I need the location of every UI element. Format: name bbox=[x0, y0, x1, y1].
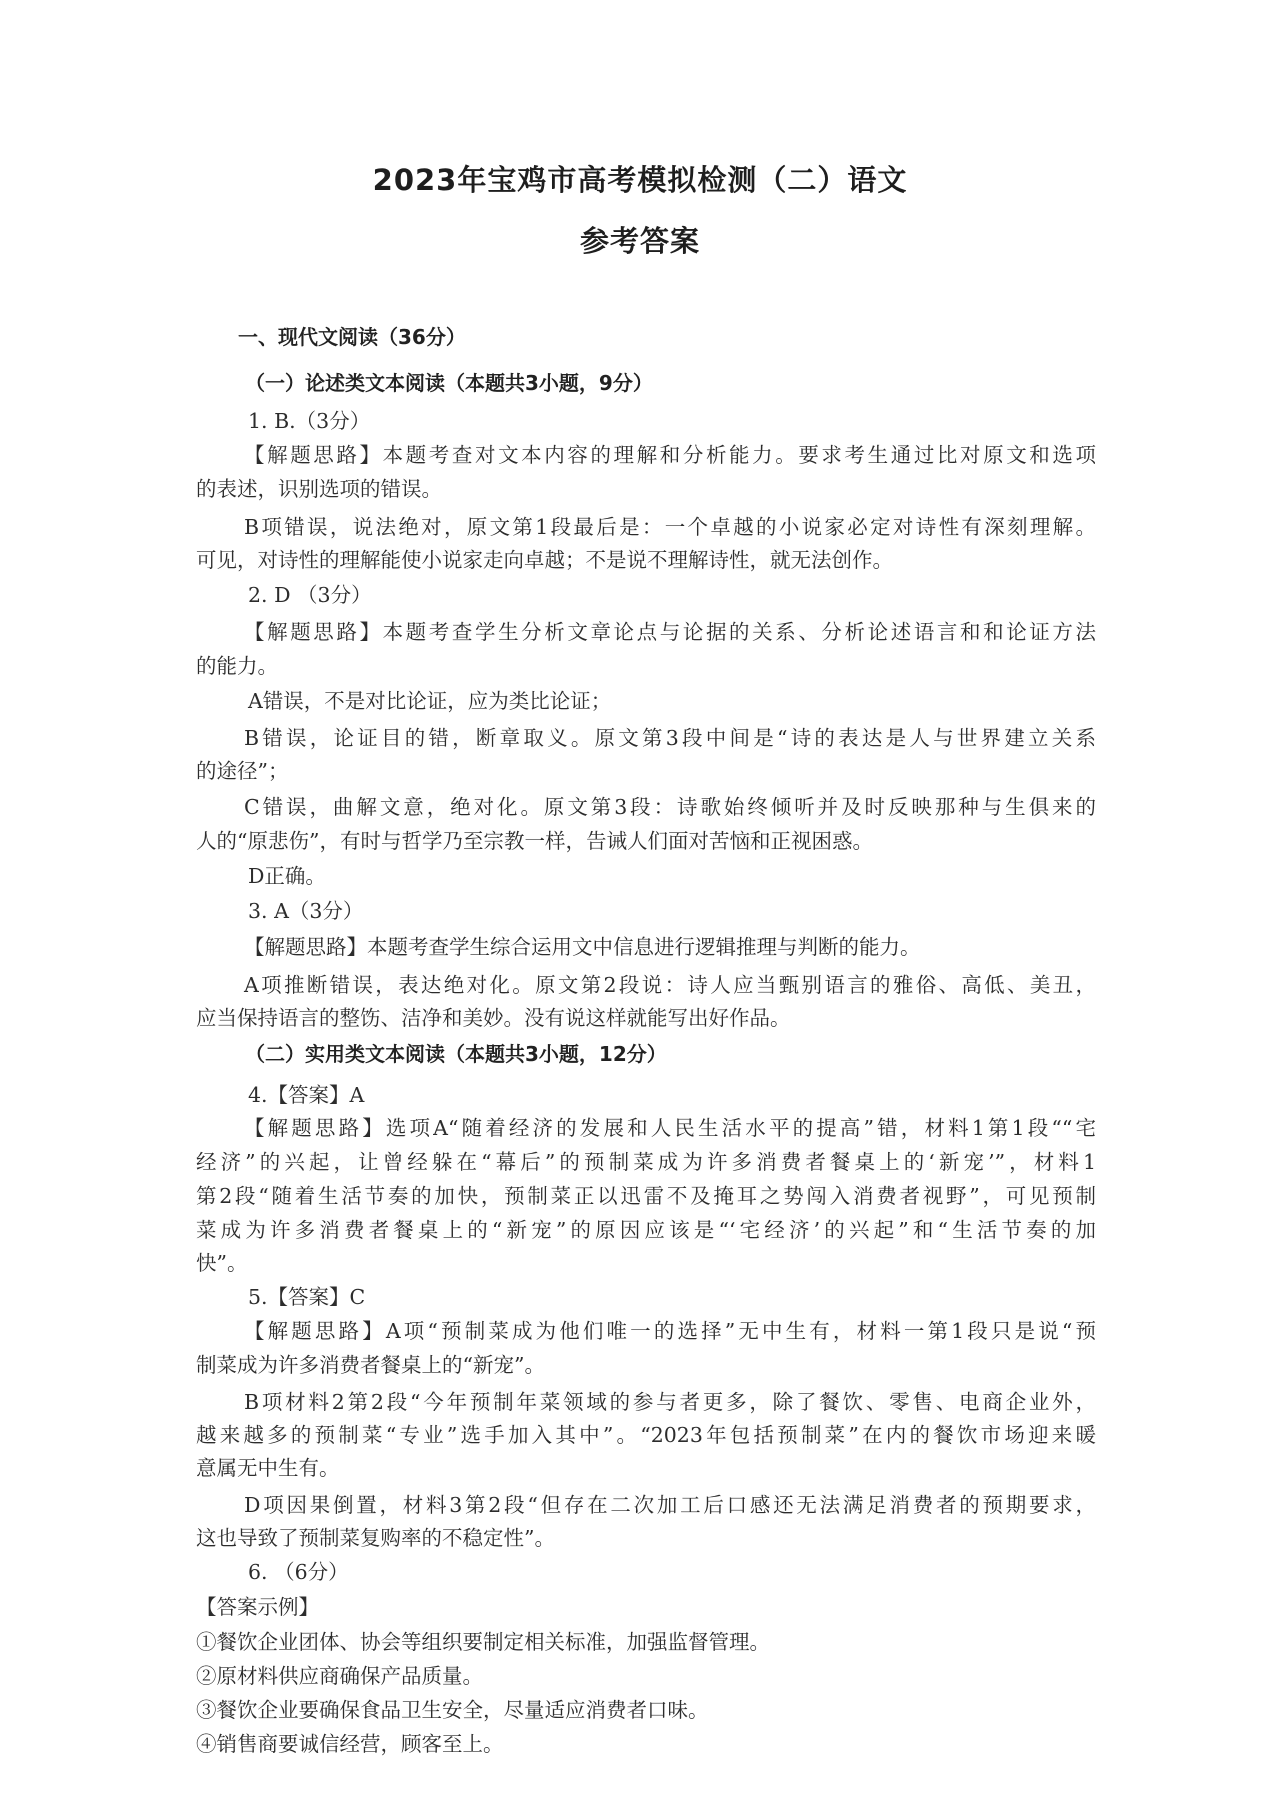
question-4-answer: 4.【答案】A bbox=[248, 1083, 365, 1107]
question-4-explanation-line: 第2段“随着生活节奏的加快，预制菜正以迅雷不及掩耳之势闯入消费者视野”，可见预制 bbox=[196, 1184, 1096, 1208]
question-6-answer-item: ③餐饮企业要确保食品卫生安全，尽量适应消费者口味。 bbox=[196, 1698, 709, 1722]
question-6-answer-item: ①餐饮企业团体、协会等组织要制定相关标准，加强监督管理。 bbox=[196, 1630, 770, 1654]
question-5-explanation-line: 意属无中生有。 bbox=[196, 1456, 340, 1480]
question-1-explanation-line: 的表述，识别选项的错误。 bbox=[196, 477, 442, 501]
document-title: 2023年宝鸡市高考模拟检测（二）语文 bbox=[372, 163, 908, 197]
question-1-answer: 1. B.（3分） bbox=[248, 409, 371, 433]
question-6-answer-item: ④销售商要诚信经营，顾客至上。 bbox=[196, 1732, 504, 1756]
question-3-explanation-line: A项推断错误，表达绝对化。原文第2段说：诗人应当甄别语言的雅俗、高低、美丑， bbox=[244, 973, 1096, 997]
question-2-explanation-line: C错误，曲解文意，绝对化。原文第3段：诗歌始终倾听并及时反映那种与生俱来的 bbox=[244, 795, 1096, 819]
question-3-explanation-line: 应当保持语言的整饬、洁净和美妙。没有说这样就能写出好作品。 bbox=[196, 1006, 791, 1030]
question-4-explanation-line: 快”。 bbox=[196, 1251, 248, 1275]
question-4-explanation-line: 菜成为许多消费者餐桌上的“新宠”的原因应该是“‘宅经济’的兴起”和“生活节奏的加 bbox=[196, 1218, 1096, 1242]
question-6-answer-item: ②原材料供应商确保产品质量。 bbox=[196, 1664, 483, 1688]
question-2-explanation-line: 人的“原悲伤”，有时与哲学乃至宗教一样，告诫人们面对苦恼和正视困惑。 bbox=[196, 829, 873, 853]
question-2-explanation-line: B错误，论证目的错，断章取义。原文第3段中间是“诗的表达是人与世界建立关系 bbox=[244, 726, 1096, 750]
question-6-answer-example-label: 【答案示例】 bbox=[196, 1595, 319, 1619]
question-5-explanation-line: 这也导致了预制菜复购率的不稳定性”。 bbox=[196, 1526, 555, 1550]
question-4-explanation-line: 经济”的兴起，让曾经躲在“幕后”的预制菜成为许多消费者餐桌上的‘新宠’”，材料1 bbox=[196, 1150, 1096, 1174]
question-5-explanation-line: B项材料2第2段“今年预制年菜领域的参与者更多，除了餐饮、零售、电商企业外， bbox=[244, 1390, 1096, 1414]
question-2-explanation-line: 的途径”； bbox=[196, 759, 289, 783]
document-subtitle: 参考答案 bbox=[579, 224, 700, 258]
question-2-answer: 2. D （3分） bbox=[248, 583, 372, 607]
question-5-explanation-line: D项因果倒置，材料3第2段“但存在二次加工后口感还无法满足消费者的预期要求， bbox=[244, 1493, 1096, 1517]
question-2-explanation-line: A错误，不是对比论证，应为类比论证； bbox=[248, 689, 612, 713]
question-6-answer: 6. （6分） bbox=[248, 1560, 349, 1584]
question-5-explanation-line: 越来越多的预制菜“专业”选手加入其中”。“2023年包括预制菜”在内的餐饮市场迎来暖 bbox=[196, 1423, 1096, 1447]
question-1-explanation-line: B项错误，说法绝对，原文第1段最后是：一个卓越的小说家必定对诗性有深刻理解。 bbox=[244, 515, 1096, 539]
section-heading-modern-reading: 一、现代文阅读（36分） bbox=[238, 325, 466, 349]
question-2-explanation-line: 的能力。 bbox=[196, 654, 278, 678]
question-5-answer: 5.【答案】C bbox=[248, 1285, 366, 1309]
question-5-explanation-line: 【解题思路】A项“预制菜成为他们唯一的选择”无中生有，材料一第1段只是说“预 bbox=[244, 1319, 1096, 1343]
question-4-explanation-line: 【解题思路】选项A“随着经济的发展和人民生活水平的提高”错，材料1第1段““宅 bbox=[244, 1116, 1096, 1140]
question-2-explanation-line: D正确。 bbox=[248, 864, 326, 888]
question-2-explanation-line: 【解题思路】本题考查学生分析文章论点与论据的关系、分析论述语言和和论证方法 bbox=[244, 620, 1096, 644]
question-1-explanation-line: 【解题思路】本题考查对文本内容的理解和分析能力。要求考生通过比对原文和选项 bbox=[244, 443, 1096, 467]
question-3-answer: 3. A（3分） bbox=[248, 899, 364, 923]
question-1-explanation-line: 可见，对诗性的理解能使小说家走向卓越；不是说不理解诗性，就无法创作。 bbox=[196, 548, 893, 572]
subsection-heading-practical: （二）实用类文本阅读（本题共3小题，12分） bbox=[245, 1042, 667, 1066]
question-3-explanation-line: 【解题思路】本题考查学生综合运用文中信息进行逻辑推理与判断的能力。 bbox=[244, 935, 921, 959]
subsection-heading-argumentative: （一）论述类文本阅读（本题共3小题，9分） bbox=[245, 371, 653, 395]
question-5-explanation-line: 制菜成为许多消费者餐桌上的“新宠”。 bbox=[196, 1353, 545, 1377]
